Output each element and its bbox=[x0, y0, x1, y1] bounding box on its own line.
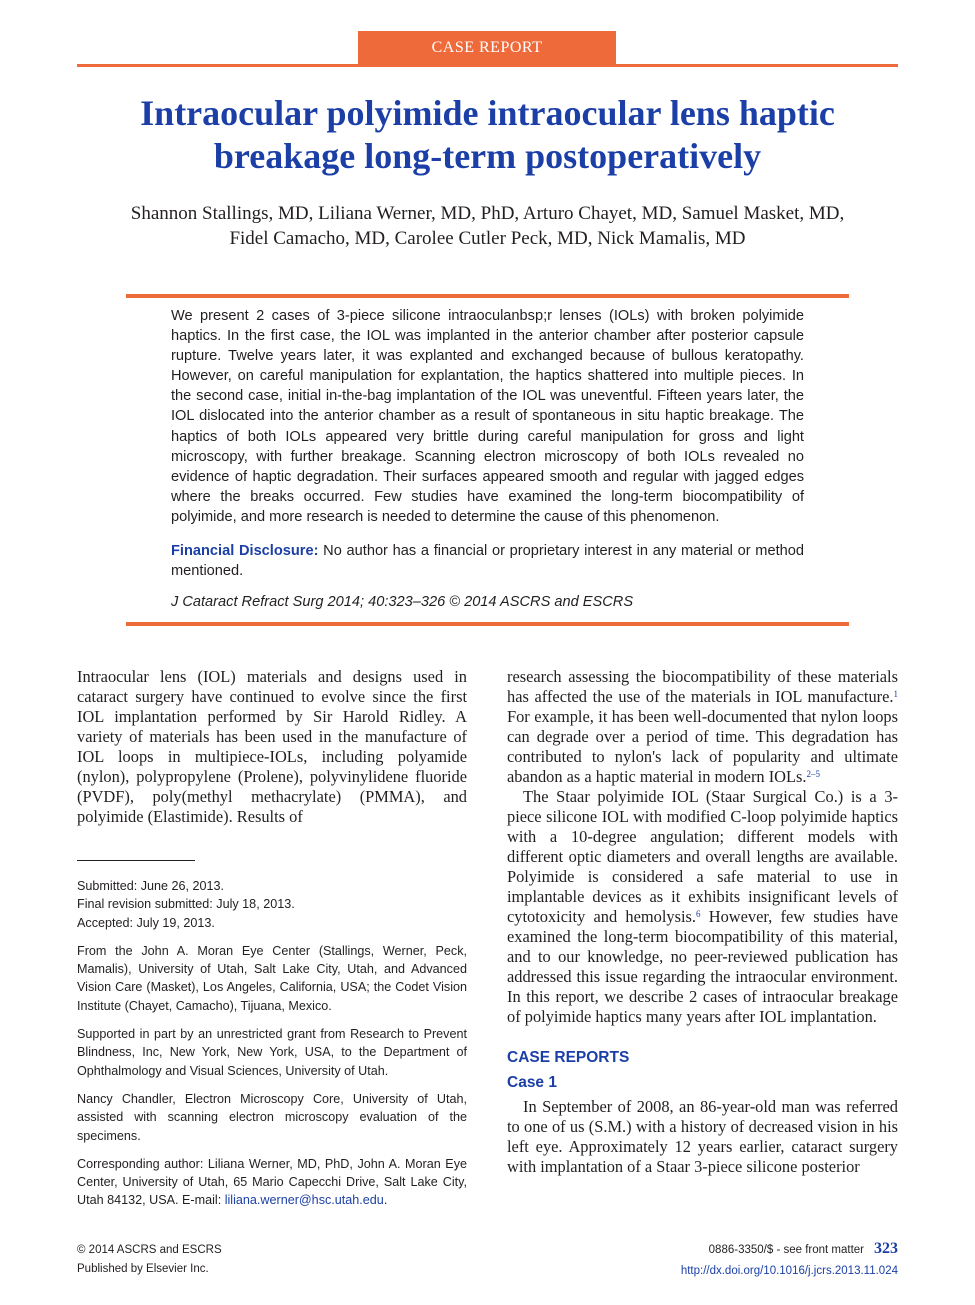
reference-link[interactable]: 1 bbox=[893, 689, 898, 699]
financial-disclosure bbox=[171, 541, 804, 581]
affiliations: From the John A. Moran Eye Center (Stallings, Werner, Peck, Mamalis), University of Utah, Salt Lake City, Utah, and Advanced Vision Care (Masket), Los Angeles, California, USA; the Codet Vision Institute (Chayet, Camacho), Tijuana, Mexico. bbox=[77, 943, 467, 1013]
acknowledgment: Nancy Chandler, Electron Microscopy Core, University of Utah, assisted with scanning electron microscopy evaluation of the specimens. bbox=[77, 1091, 467, 1143]
section-heading: CASE REPORTS bbox=[507, 1049, 630, 1066]
author-list bbox=[77, 201, 898, 251]
page-number: 323 bbox=[874, 1240, 898, 1257]
submitted-date: Submitted: June 26, 2013. bbox=[77, 879, 225, 893]
intro-paragraph: Intraocular lens (IOL) materials and designs used in cataract surgery have continued to evolve since the first IOL implantation performed by Sir Harold Ridley. A variety of materials has been used in the manufacture of IOL loops in multipiece-IOLs, including polyamide (nylon), polypropylene (Prolene), polyvinylidene fluoride (PVDF), poly(methyl methacrylate) (PMMA), and polyimide (Elastimide). Results of bbox=[77, 667, 467, 826]
corresponding-text: Corresponding author: Liliana Werner, MD, PhD, John A. Moran Eye Center, University of Utah, 65 Mario Capecchi Drive, Salt Lake City, Utah 84132, USA. E-mail: bbox=[77, 1156, 467, 1208]
right-p2-text-b: However, few studies have examined the long-term biocompatibility of this material, and to our knowledge, no peer-reviewed publication has addressed this issue regarding the intraocular environment. In this report, we describe 2 cases of intraocular breakage of polyimide haptics many years after IOL implantation. bbox=[507, 907, 898, 1026]
authors-line-1: Shannon Stallings, MD, Liliana Werner, MD, PhD, Arturo Chayet, MD, Samuel Masket, MD, bbox=[130, 203, 845, 224]
journal-citation: J Cataract Refract Surg 2014; 40:323–326 © 2014 ASCRS and ESCRS bbox=[171, 594, 634, 611]
doi-link[interactable]: http://dx.doi.org/10.1016/j.jcrs.2013.11.024 bbox=[680, 1265, 898, 1277]
right-column bbox=[507, 667, 898, 1177]
case1-paragraph: In September of 2008, an 86-year-old man was referred to one of us (S.M.) with a history of decreased vision in his left eye. Approximately 12 years earlier, cataract surgery with implantation of a Staar 3-piece silicone posterior bbox=[507, 1097, 898, 1176]
authors-line-2: Fidel Camacho, MD, Carolee Cutler Peck, MD, Nick Mamalis, MD bbox=[229, 228, 746, 249]
disclosure-text: No author has a financial or proprietary interest in any material or method mentioned. bbox=[171, 543, 804, 580]
funding-statement: Supported in part by an unrestricted grant from Research to Prevent Blindness, Inc, New York, New York, USA, to the Department of Ophthalmology and Visual Sciences, University of Utah. bbox=[77, 1027, 467, 1078]
left-column-body bbox=[77, 667, 467, 827]
email-link[interactable]: liliana.werner@hsc.utah.edu bbox=[224, 1193, 384, 1208]
article-title bbox=[77, 92, 898, 178]
title-line-1: Intraocular polyimide intraocular lens haptic bbox=[140, 93, 835, 133]
footer-issn: 0886-3350/$ - see front matter bbox=[708, 1244, 864, 1256]
title-line-2: breakage long-term postoperatively bbox=[213, 136, 762, 176]
email-suffix: . bbox=[383, 1193, 388, 1208]
accepted-date: Accepted: July 19, 2013. bbox=[77, 915, 215, 930]
footnote-rule bbox=[77, 860, 195, 861]
header-rule bbox=[77, 64, 898, 67]
right-p2-text-a: The Staar polyimide IOL (Staar Surgical Co.) is a 3-piece silicone IOL with modified C-loop polyimide haptics with a 10-degree angulation; different models with different optic diameters and overall lengths are available. Polyimide is considered a safe material to use in implantable devices as it exhibits insignificant levels of cytotoxicity and hemolysis. bbox=[507, 787, 898, 926]
footer-issn-line bbox=[600, 1238, 898, 1261]
right-paragraph-1 bbox=[507, 667, 898, 787]
footnotes bbox=[77, 877, 467, 1220]
right-paragraph-2 bbox=[507, 787, 898, 1027]
footer-publisher: Published by Elsevier Inc. bbox=[77, 1263, 209, 1275]
revision-date: Final revision submitted: July 18, 2013. bbox=[77, 897, 295, 912]
right-p1-text-b: For example, it has been well-documented that nylon loops can degrade over a period of time. This degradation has contributed to nylon's lack of popularity and ultimate abandon as a haptic material in modern IOLs. bbox=[507, 707, 898, 786]
footer-copyright: © 2014 ASCRS and ESCRS bbox=[77, 1244, 222, 1256]
reference-link[interactable]: 6 bbox=[696, 909, 701, 919]
subsection-heading: Case 1 bbox=[507, 1074, 557, 1091]
abstract bbox=[171, 306, 804, 612]
right-p1-text-a: research assessing the biocompatibility of these materials has affected the use of the materials in IOL manufacture. bbox=[507, 667, 898, 706]
footer-left bbox=[77, 1241, 222, 1279]
reference-link[interactable]: 2–5 bbox=[806, 769, 820, 779]
section-tab: CASE REPORT bbox=[358, 31, 616, 65]
abstract-bottom-rule bbox=[126, 622, 849, 626]
footer-right bbox=[600, 1238, 898, 1282]
corresponding-author bbox=[77, 1155, 467, 1210]
abstract-top-rule bbox=[126, 294, 849, 298]
disclosure-label: Financial Disclosure: bbox=[171, 543, 319, 560]
abstract-text: We present 2 cases of 3-piece silicone intraoculanbsp;r lenses (IOLs) with broken polyimide haptics. In the first case, the IOL was implanted in the anterior chamber after posterior capsule rupture. Twelve years later, it was explanted and exchanged because of bullous keratopathy. However, on careful manipulation for explantation, the haptics shattered into multiple pieces. In the second case, initial in-the-bag implantation of the IOL was uneventful. Fifteen years later, the IOL dislocated into the anterior chamber as a result of spontaneous in situ haptic breakage. The haptics of both IOLs appeared very brittle during careful manipulation for gross and light microscopy, with further breakage. Scanning electron microscopy of both IOLs revealed no evidence of haptic degradation. Their surfaces appeared smooth and regular with jagged edges where the breaks occurred. Few studies have examined the long-term biocompatibility of polyimide, and more research is needed to determine the cause of this phenomenon. bbox=[171, 308, 804, 525]
